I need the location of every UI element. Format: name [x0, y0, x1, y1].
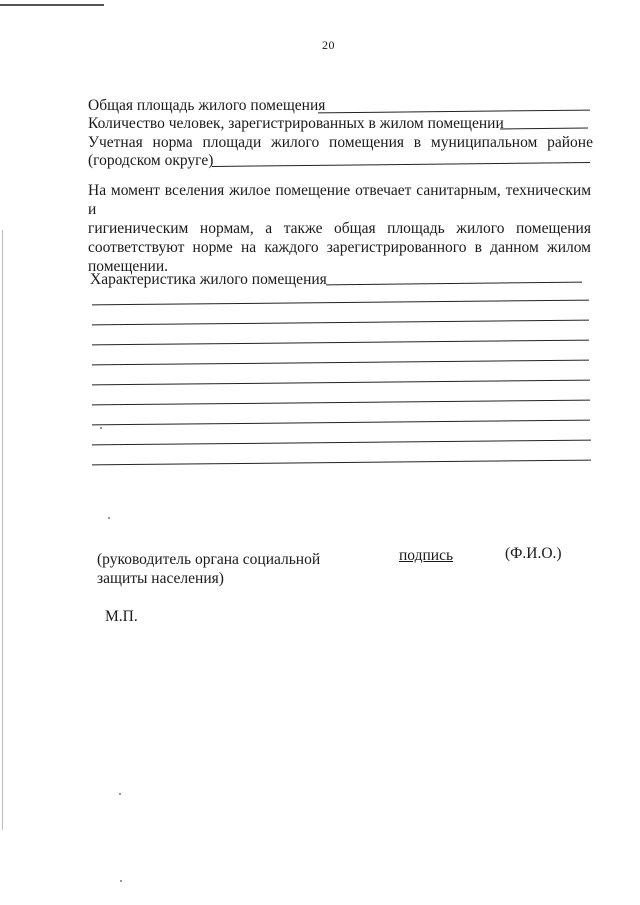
total-area-blank: [318, 110, 590, 114]
scan-speck: [119, 793, 121, 795]
characteristics-blank-line: [92, 440, 591, 446]
statement-line-2: гигиеническим нормам, а также общая площадь жилого помещения: [88, 220, 591, 237]
norm-line-1: Учетная норма площади жилого помещения в муниципальном районе: [88, 134, 593, 151]
norm-blank: [212, 162, 590, 167]
statement-line-3: соответствуют норме на каждого зарегистрированного в данном жилом: [88, 239, 591, 256]
characteristics-blank-line: [92, 420, 590, 426]
characteristics-blank-line: [92, 400, 590, 406]
characteristics-blank-line: [92, 340, 589, 346]
stamp-label: М.П.: [105, 608, 138, 625]
scan-speck: [100, 427, 102, 429]
persons-blank: [500, 128, 588, 130]
characteristics-blank-line: [92, 360, 589, 366]
signature-role-line-2: защиты населения): [97, 570, 224, 587]
persons-label: Количество человек, зарегистрированных в жилом помещении: [88, 115, 504, 132]
characteristics-blank-line: [92, 380, 590, 386]
scan-speck: [120, 880, 122, 882]
characteristics-blank-first: [326, 282, 582, 286]
statement-line-1: На момент вселения жилое помещение отвечает санитарным, техническим и: [88, 182, 591, 218]
scan-artifact-line: [0, 4, 104, 6]
norm-text: [88, 133, 593, 152]
characteristics-blank-line: [92, 460, 591, 466]
scan-speck: [108, 517, 110, 519]
scan-artifact-edge: [2, 230, 3, 830]
signature-role-line-1: (руководитель органа социальной: [97, 551, 321, 568]
statement-line-4: помещении.: [88, 258, 169, 275]
statement-paragraph: [88, 181, 591, 276]
characteristics-blank-line: [92, 300, 589, 306]
total-area-label: Общая площадь жилого помещения: [88, 97, 326, 114]
norm-line-2: (городском округе): [88, 152, 214, 169]
characteristics-blank-line: [92, 320, 589, 326]
page-number: 20: [322, 38, 335, 52]
characteristics-label: Характеристика жилого помещения: [90, 271, 327, 288]
signature-fio-label: (Ф.И.О.): [505, 545, 562, 562]
signature-sign-label: подпись: [399, 547, 454, 564]
